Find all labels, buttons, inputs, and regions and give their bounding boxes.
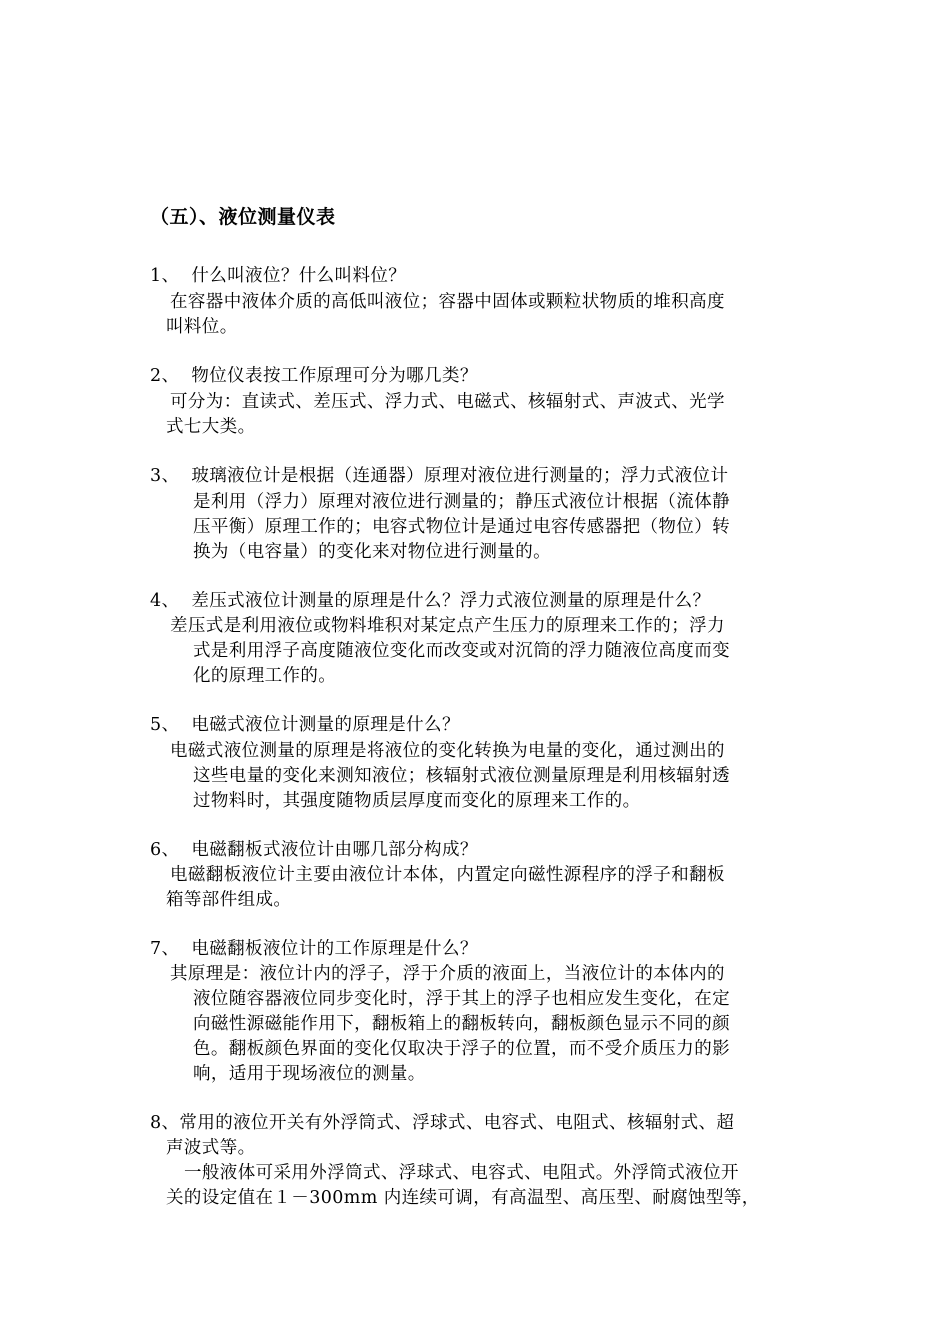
item-3-line-2: 是利用（浮力）原理对液位进行测量的；静压式液位计根据（流体静 xyxy=(193,492,730,512)
answer-2-line-2: 式七大类。 xyxy=(166,417,256,437)
answer-6-line-1: 电磁翻板液位计主要由液位计本体，内置定向磁性源程序的浮子和翻板 xyxy=(170,865,725,885)
answer-5-line-2: 这些电量的变化来测知液位；核辐射式液位测量原理是利用核辐射透 xyxy=(193,766,730,786)
answer-2-line-1: 可分为：直读式、差压式、浮力式、电磁式、核辐射式、声波式、光学 xyxy=(170,392,725,412)
answer-6-line-2: 箱等部件组成。 xyxy=(166,890,292,910)
item-8-line-2: 声波式等。 xyxy=(166,1138,256,1158)
item-8-line-4: 关的设定值在１－300mm 内连续可调，有高温型、高压型、耐腐蚀型等， xyxy=(166,1188,760,1208)
item-3-line-4: 换为（电容量）的变化来对物位进行测量的。 xyxy=(193,542,551,562)
answer-5-line-3: 过物料时，其强度随物质层厚度而变化的原理来工作的。 xyxy=(193,791,641,811)
answer-4-line-1: 差压式是利用液位或物料堆积对某定点产生压力的原理来工作的；浮力 xyxy=(170,616,725,636)
item-3-line-3: 压平衡）原理工作的；电容式物位计是通过电容传感器把（物位）转 xyxy=(193,517,730,537)
question-2: 2、 物位仪表按工作原理可分为哪几类？ xyxy=(150,366,478,386)
answer-7-line-2: 液位随容器液位同步变化时，浮于其上的浮子也相应发生变化，在定 xyxy=(193,989,730,1009)
question-4: 4、 差压式液位计测量的原理是什么？浮力式液位测量的原理是什么？ xyxy=(150,591,711,611)
answer-4-line-3: 化的原理工作的。 xyxy=(193,666,337,686)
answer-5-line-1: 电磁式液位测量的原理是将液位的变化转换为电量的变化，通过测出的 xyxy=(170,741,725,761)
question-6: 6、 电磁翻板式液位计由哪几部分构成？ xyxy=(150,840,478,860)
section-title: （五）、液位测量仪表 xyxy=(150,206,336,228)
item-3-line-1: 3、 玻璃液位计是根据（连通器）原理对液位进行测量的；浮力式液位计 xyxy=(150,466,729,486)
question-1: 1、 什么叫液位？什么叫料位？ xyxy=(150,266,407,286)
answer-1-line-1: 在容器中液体介质的高低叫液位；容器中固体或颗粒状物质的堆积高度 xyxy=(170,292,725,312)
answer-7-line-5: 响，适用于现场液位的测量。 xyxy=(193,1064,426,1084)
answer-7-line-4: 色。翻板颜色界面的变化仅取决于浮子的位置，而不受介质压力的影 xyxy=(193,1039,730,1059)
question-7: 7、 电磁翻板液位计的工作原理是什么？ xyxy=(150,939,478,959)
answer-1-line-2: 叫料位。 xyxy=(166,317,238,337)
answer-7-line-3: 向磁性源磁能作用下，翻板箱上的翻板转向，翻板颜色显示不同的颜 xyxy=(193,1014,730,1034)
question-5: 5、 电磁式液位计测量的原理是什么？ xyxy=(150,715,460,735)
item-8-line-1: 8、常用的液位开关有外浮筒式、浮球式、电容式、电阻式、核辐射式、超 xyxy=(150,1113,735,1133)
item-8-line-3: 一般液体可采用外浮筒式、浮球式、电容式、电阻式。外浮筒式液位开 xyxy=(184,1163,739,1183)
answer-7-line-1: 其原理是：液位计内的浮子，浮于介质的液面上，当液位计的本体内的 xyxy=(170,964,725,984)
answer-4-line-2: 式是利用浮子高度随液位变化而改变或对沉筒的浮力随液位高度而变 xyxy=(193,641,730,661)
